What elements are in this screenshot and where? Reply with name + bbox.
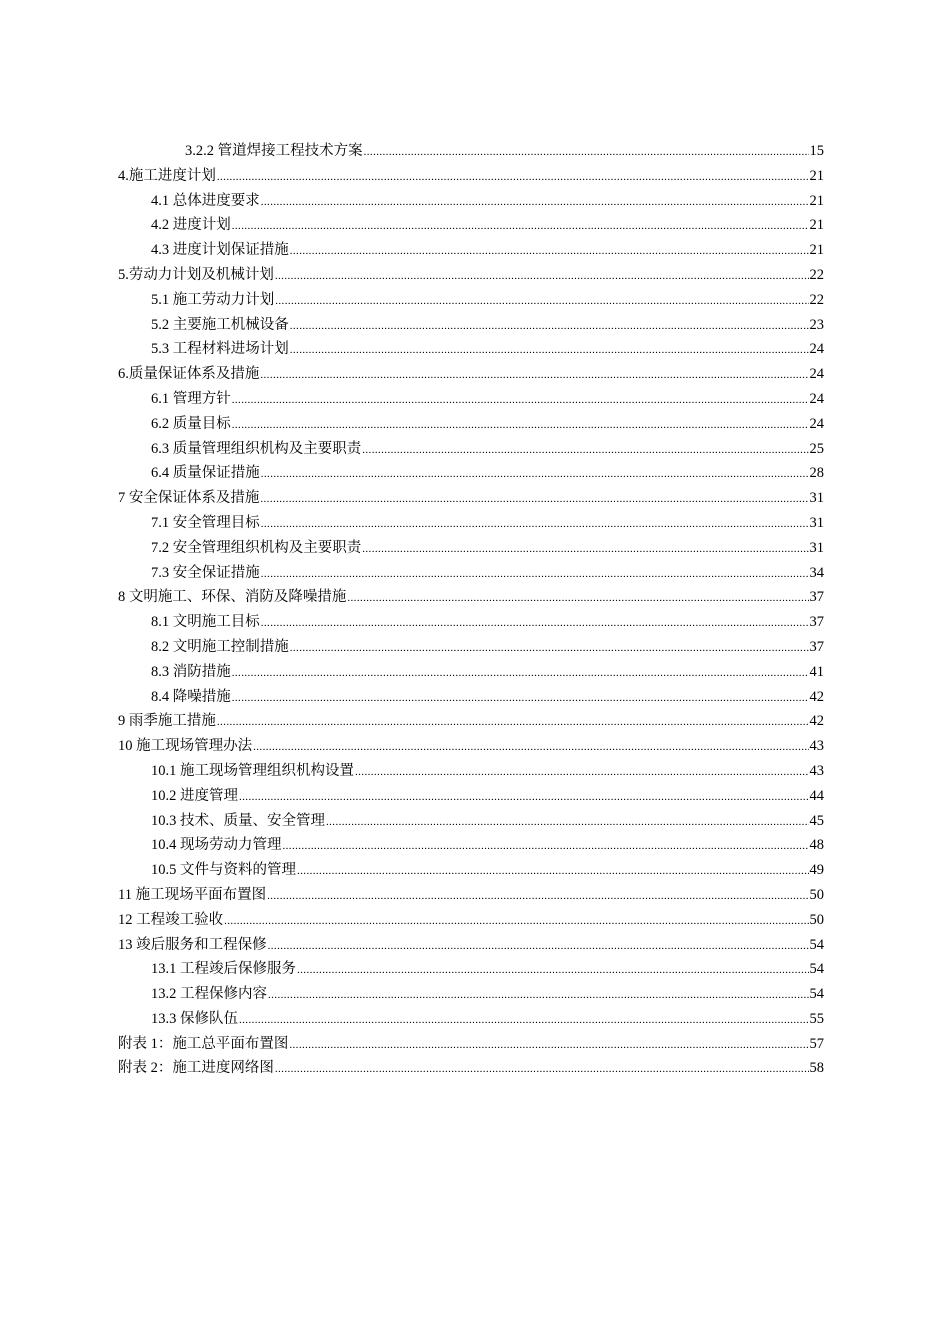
dot-leader (261, 462, 809, 487)
dot-leader (290, 239, 809, 264)
toc-entry[interactable] (118, 337, 824, 362)
toc-entry[interactable] (118, 437, 824, 462)
toc-entry-label: 8.1 文明施工目标 (151, 614, 260, 631)
toc-entry[interactable] (118, 957, 824, 982)
toc-page-number: 54 (809, 936, 824, 953)
dot-leader (362, 438, 808, 463)
toc-page-number: 44 (809, 787, 824, 804)
dot-leader (260, 363, 808, 388)
toc-entry[interactable] (118, 833, 824, 858)
toc-page-number: 37 (809, 589, 824, 606)
toc-entry-label: 12 工程竣工验收 (118, 911, 224, 928)
dot-leader (290, 314, 809, 339)
toc-entry[interactable] (118, 461, 824, 486)
dot-leader (261, 562, 809, 587)
toc-entry-label: 6.质量保证体系及措施 (118, 366, 260, 383)
toc-page-number: 57 (809, 1035, 824, 1052)
toc-entry[interactable] (118, 536, 824, 561)
toc-page-number: 45 (809, 812, 824, 829)
toc-page-number: 37 (809, 638, 824, 655)
table-of-contents (118, 139, 824, 1081)
toc-entry-label: 10.2 进度管理 (151, 787, 238, 804)
toc-entry[interactable] (118, 1007, 824, 1032)
toc-entry-label: 10.5 文件与资料的管理 (151, 862, 296, 879)
toc-entry-label: 10 施工现场管理办法 (118, 738, 253, 755)
toc-page-number: 28 (809, 465, 824, 482)
toc-entry-label: 6.3 质量管理组织机构及主要职责 (151, 440, 362, 457)
toc-entry[interactable] (118, 238, 824, 263)
dot-leader (267, 884, 808, 909)
toc-page-number: 15 (809, 143, 824, 159)
toc-page-number: 42 (809, 688, 824, 705)
toc-entry-label: 5.2 主要施工机械设备 (151, 316, 289, 333)
dot-leader (261, 512, 809, 537)
dot-leader (232, 214, 809, 239)
dot-leader (268, 934, 809, 959)
dot-leader (289, 1033, 808, 1058)
toc-entry-label: 8.2 文明施工控制措施 (151, 638, 289, 655)
toc-entry[interactable] (118, 610, 824, 635)
toc-page-number: 43 (809, 762, 824, 779)
toc-entry[interactable] (118, 561, 824, 586)
toc-page-number: 22 (809, 291, 824, 308)
dot-leader (260, 487, 808, 512)
dot-leader (347, 586, 808, 611)
toc-entry-label: 5.劳动力计划及机械计划 (118, 266, 274, 283)
toc-entry[interactable] (118, 213, 824, 238)
dot-leader (232, 413, 809, 438)
toc-entry[interactable] (118, 288, 824, 313)
toc-page-number: 23 (809, 316, 824, 333)
toc-page-number: 48 (809, 837, 824, 854)
toc-page-number: 50 (809, 886, 824, 903)
toc-entry[interactable] (118, 858, 824, 883)
toc-entry-label: 8 文明施工、环保、消防及降噪措施 (118, 589, 347, 606)
toc-entry-label: 8.3 消防措施 (151, 663, 231, 680)
toc-entry[interactable] (118, 635, 824, 660)
dot-leader (224, 909, 808, 934)
toc-page-number: 50 (809, 911, 824, 928)
toc-entry[interactable] (118, 139, 824, 164)
dot-leader (290, 338, 809, 363)
dot-leader (297, 859, 809, 884)
toc-entry[interactable] (118, 685, 824, 710)
dot-leader (261, 190, 809, 215)
dot-leader (283, 834, 809, 859)
toc-entry-label: 7.1 安全管理目标 (151, 514, 260, 531)
dot-leader (217, 710, 809, 735)
dot-leader (275, 264, 809, 289)
toc-entry[interactable] (118, 189, 824, 214)
toc-entry-label: 4.1 总体进度要求 (151, 192, 260, 209)
toc-page-number: 42 (809, 713, 824, 730)
dot-leader (297, 958, 809, 983)
toc-page-number: 24 (809, 390, 824, 407)
toc-entry-label: 附表 2：施工进度网络图 (118, 1060, 274, 1077)
toc-entry-label: 9 雨季施工措施 (118, 713, 216, 730)
toc-page-number: 54 (809, 961, 824, 978)
toc-entry[interactable] (118, 263, 824, 288)
toc-entry-label: 4.3 进度计划保证措施 (151, 242, 289, 259)
toc-entry-label: 附表 1：施工总平面布置图 (118, 1035, 289, 1052)
dot-leader (239, 785, 809, 810)
toc-entry[interactable] (118, 933, 824, 958)
dot-leader (232, 661, 809, 686)
toc-entry[interactable] (118, 660, 824, 685)
toc-page-number: 21 (809, 192, 824, 209)
toc-page-number: 49 (809, 862, 824, 879)
toc-entry[interactable] (118, 486, 824, 511)
dot-leader (232, 686, 809, 711)
toc-entry[interactable] (118, 734, 824, 759)
toc-entry[interactable] (118, 362, 824, 387)
toc-page-number: 41 (809, 663, 824, 680)
toc-entry-label: 10.1 施工现场管理组织机构设置 (151, 762, 354, 779)
dot-leader (362, 537, 808, 562)
toc-entry[interactable] (118, 784, 824, 809)
toc-entry[interactable] (118, 387, 824, 412)
toc-page-number: 37 (809, 614, 824, 631)
toc-page-number: 24 (809, 415, 824, 432)
toc-entry-label: 13.3 保修队伍 (151, 1010, 238, 1027)
toc-entry[interactable] (118, 982, 824, 1007)
toc-entry-label: 6.1 管理方针 (151, 390, 231, 407)
toc-page-number: 54 (809, 986, 824, 1003)
toc-entry[interactable] (118, 313, 824, 338)
toc-entry[interactable] (118, 412, 824, 437)
toc-entry-label: 7 安全保证体系及措施 (118, 490, 260, 507)
toc-entry-label: 13.1 工程竣后保修服务 (151, 961, 296, 978)
toc-page-number: 21 (809, 217, 824, 234)
toc-entry-label: 10.3 技术、质量、安全管理 (151, 812, 325, 829)
dot-leader (253, 735, 808, 760)
toc-entry-label: 13 竣后服务和工程保修 (118, 936, 267, 953)
dot-leader (261, 611, 809, 636)
toc-entry[interactable] (118, 585, 824, 610)
toc-entry-label: 6.4 质量保证措施 (151, 465, 260, 482)
toc-entry-label: 6.2 质量目标 (151, 415, 231, 432)
toc-entry-label: 4.施工进度计划 (118, 167, 216, 184)
toc-page-number: 21 (809, 242, 824, 259)
toc-entry[interactable] (118, 1056, 824, 1081)
toc-entry[interactable] (118, 809, 824, 834)
dot-leader (326, 810, 809, 835)
toc-entry-label: 13.2 工程保修内容 (151, 986, 267, 1003)
dot-leader (275, 1057, 809, 1082)
toc-entry-label: 7.3 安全保证措施 (151, 564, 260, 581)
toc-page-number: 55 (809, 1010, 824, 1027)
dot-leader (232, 388, 809, 413)
toc-page-number: 21 (809, 167, 824, 184)
dot-leader (217, 165, 809, 190)
dot-leader (290, 636, 809, 661)
toc-entry-label: 5.3 工程材料进场计划 (151, 341, 289, 358)
toc-page-number: 34 (809, 564, 824, 581)
toc-entry[interactable] (118, 1032, 824, 1057)
toc-entry[interactable] (118, 908, 824, 933)
toc-entry[interactable] (118, 164, 824, 189)
dot-leader (355, 760, 809, 785)
toc-page-number: 24 (809, 341, 824, 358)
toc-entry-label: 10.4 现场劳动力管理 (151, 837, 282, 854)
toc-entry[interactable] (118, 511, 824, 536)
toc-entry[interactable] (118, 759, 824, 784)
dot-leader (364, 140, 809, 165)
toc-entry-label: 11 施工现场平面布置图 (118, 886, 267, 903)
toc-entry-label: 7.2 安全管理组织机构及主要职责 (151, 539, 362, 556)
toc-page-number: 31 (809, 514, 824, 531)
toc-entry-label: 3.2.2 管道焊接工程技术方案 (185, 143, 363, 159)
toc-page-number: 31 (809, 490, 824, 507)
toc-page-number: 43 (809, 738, 824, 755)
toc-page-number: 31 (809, 539, 824, 556)
toc-page-number: 58 (809, 1060, 824, 1077)
toc-entry[interactable] (118, 883, 824, 908)
toc-page-number: 22 (809, 266, 824, 283)
dot-leader (275, 289, 808, 314)
dot-leader (239, 1008, 809, 1033)
toc-entry-label: 5.1 施工劳动力计划 (151, 291, 275, 308)
toc-entry-label: 8.4 降噪措施 (151, 688, 231, 705)
toc-entry[interactable] (118, 709, 824, 734)
toc-page-number: 24 (809, 366, 824, 383)
toc-page-number: 25 (809, 440, 824, 457)
dot-leader (268, 983, 809, 1008)
toc-entry-label: 4.2 进度计划 (151, 217, 231, 234)
